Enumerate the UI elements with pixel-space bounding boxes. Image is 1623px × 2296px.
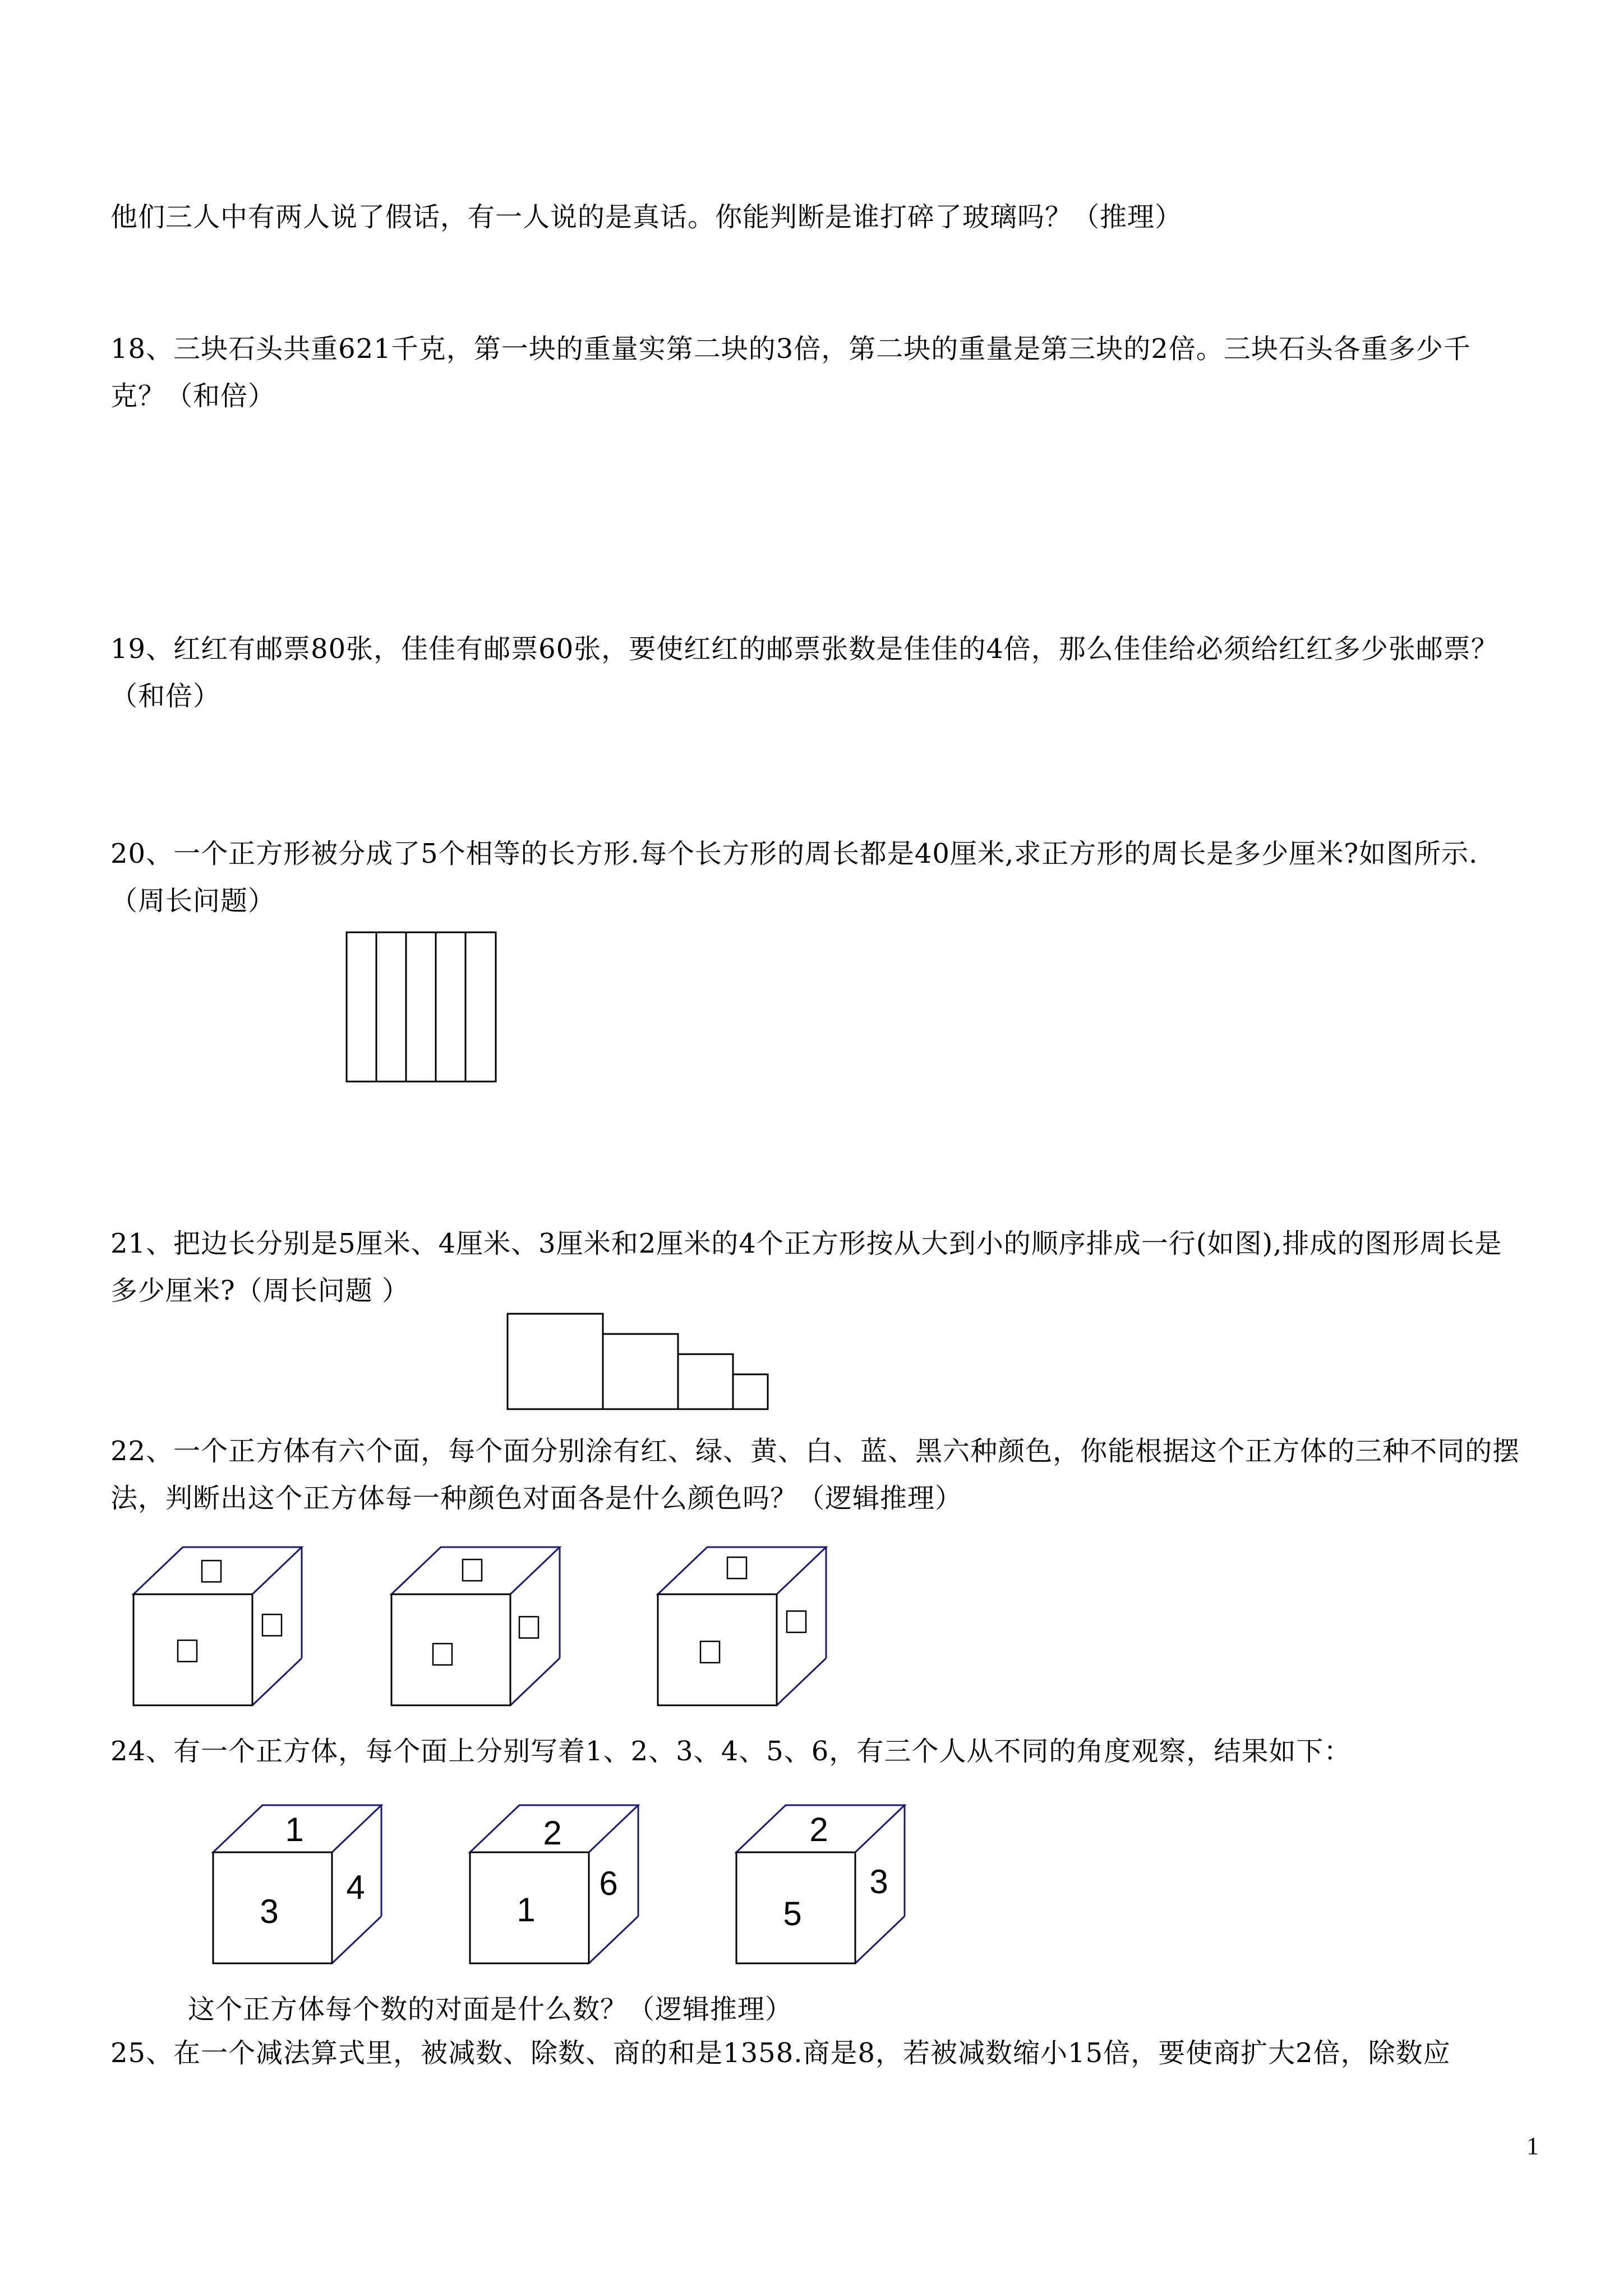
four-squares-row-figure <box>506 1313 770 1414</box>
color-cube-1 <box>129 1543 308 1711</box>
page-number: 1 <box>1527 2132 1539 2160</box>
problem-22: 22、一个正方体有六个面，每个面分别涂有红、绿、黄、白、蓝、黑六种颜色，你能根据这个正方体的三种不同的摆法，判断出这个正方体每一种颜色对面各是什么颜色吗？（逻辑推理） <box>110 1435 1520 1514</box>
number-cube-1 <box>209 1801 388 1969</box>
cube-3-front-number: 5 <box>783 1895 802 1932</box>
problem-19: 19、红红有邮票80张，佳佳有邮票60张，要使红红的邮票张数是佳佳的4倍，那么佳佳给必须给红红多少张邮票？（和倍） <box>110 633 1498 712</box>
cube-1-front-number: 3 <box>260 1893 279 1930</box>
cube-2-top-number: 2 <box>543 1814 562 1852</box>
cube-1-right-number: 4 <box>346 1869 365 1906</box>
problem-24: 24、有一个正方体，每个面上分别写着1、2、3、4、5、6，有三个人从不同的角度观察，结果如下： <box>110 1736 1352 1767</box>
number-cube-3 <box>732 1801 911 1969</box>
color-cube-2 <box>387 1543 566 1711</box>
cube-3-top-number: 2 <box>809 1811 828 1848</box>
problem-20: 20、一个正方形被分成了5个相等的长方形.每个长方形的周长都是40厘米,求正方形的周长是多少厘米?如图所示.（周长问题） <box>110 838 1478 917</box>
cube-1-top-number: 1 <box>285 1811 304 1848</box>
cube-3-right-number: 3 <box>869 1863 888 1901</box>
cube-2-front-number: 1 <box>517 1891 536 1929</box>
number-cube-2 <box>465 1801 645 1969</box>
square-five-rectangles-figure <box>345 931 497 1083</box>
problem-24-question: 这个正方体每个数的对面是什么数？（逻辑推理） <box>188 1994 793 2025</box>
cube-2-right-number: 6 <box>599 1865 618 1902</box>
problem-18: 18、三块石头共重621千克，第一块的重量实第二块的3倍，第二块的重量是第三块的2倍。三块石头各重多少千克？（和倍） <box>110 333 1471 412</box>
problem-21: 21、把边长分别是5厘米、4厘米、3厘米和2厘米的4个正方形按从大到小的顺序排成一行(如图),排成的图形周长是多少厘米?（周长问题 ） <box>110 1228 1502 1306</box>
color-cube-3 <box>653 1543 833 1711</box>
problem-17-tail: 他们三人中有两人说了假话，有一人说的是真话。你能判断是谁打碎了玻璃吗？（推理） <box>110 201 1183 233</box>
problem-25: 25、在一个减法算式里，被减数、除数、商的和是1358.商是8，若被减数缩小15倍，要使商扩大2倍，除数应 <box>110 2037 1451 2069</box>
